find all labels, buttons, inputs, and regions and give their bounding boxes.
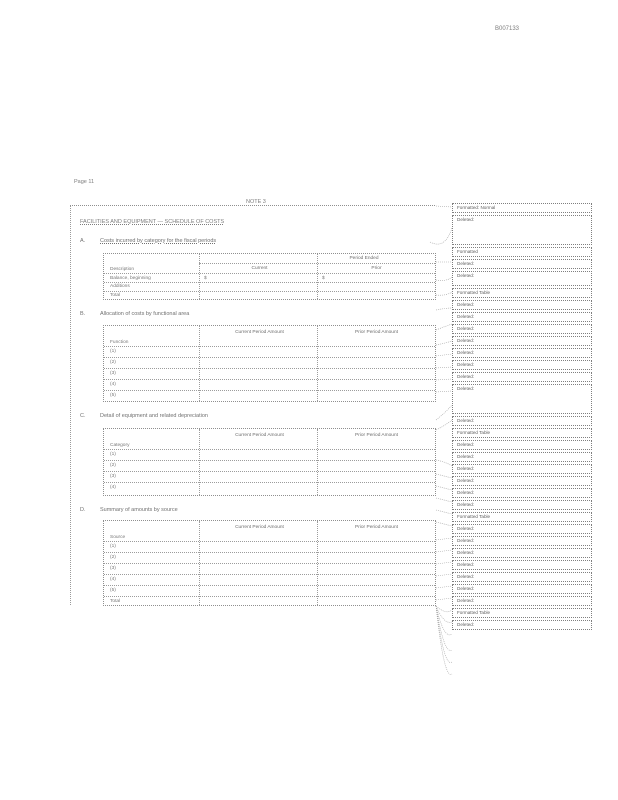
revision-balloon[interactable] <box>452 464 592 474</box>
revision-balloon-title: Deleted: <box>457 442 475 447</box>
revision-balloon-title: Deleted: <box>457 538 475 543</box>
revision-balloon[interactable] <box>452 300 592 310</box>
table-c-row-header: Category <box>110 443 130 448</box>
revision-balloon[interactable] <box>452 336 592 346</box>
table-row: (1) <box>110 452 116 457</box>
table-row: (2) <box>110 555 116 560</box>
table-row: (2) <box>110 360 116 365</box>
revision-balloon-title: Deleted: <box>457 586 475 591</box>
table-row: Balance, beginning <box>110 276 151 281</box>
revision-balloon[interactable] <box>452 584 592 594</box>
revision-balloon[interactable] <box>452 512 592 522</box>
revision-balloon-title: Deleted: <box>457 217 475 222</box>
table-b-row-header: Function <box>110 340 129 345</box>
table-row: (1) <box>110 544 116 549</box>
page-label: Page 11 <box>74 179 95 185</box>
revision-balloon-title: Deleted: <box>457 326 475 331</box>
revision-balloon-title: Formatted Table <box>457 610 491 615</box>
revision-balloon[interactable] <box>452 596 592 606</box>
note-heading: NOTE 3 <box>246 199 266 205</box>
revision-balloon-title: Deleted: <box>457 466 475 471</box>
revision-balloon-title: Deleted: <box>457 490 475 495</box>
table-b-col-2: Prior Period Amount <box>355 330 398 335</box>
revision-balloon-title: Formatted Table <box>457 514 491 519</box>
revision-balloon-title: Deleted: <box>457 598 475 603</box>
section-d-label: D. <box>80 507 86 513</box>
table-cell: $ <box>322 276 325 281</box>
revision-balloon-title: Deleted: <box>457 562 475 567</box>
revision-balloon-title: Deleted: <box>457 350 475 355</box>
table-row: (4) <box>110 485 116 490</box>
table-cell: $ <box>204 276 207 281</box>
revision-balloon[interactable] <box>452 488 592 498</box>
revision-balloon[interactable] <box>452 247 592 257</box>
table-a-col-2: Prior <box>371 266 382 271</box>
revision-balloon[interactable] <box>452 476 592 486</box>
table-row: Total <box>110 599 121 604</box>
revision-balloon[interactable] <box>452 440 592 450</box>
revision-balloon[interactable] <box>452 416 592 426</box>
table-row: (4) <box>110 577 116 582</box>
revision-balloon-title: Deleted: <box>457 362 475 367</box>
table-row: (1) <box>110 349 116 354</box>
revision-panel <box>452 203 592 685</box>
revision-balloon[interactable] <box>452 215 592 245</box>
section-b-label: B. <box>80 311 86 317</box>
table-d-col-1: Current Period Amount <box>235 525 284 530</box>
revision-balloon[interactable] <box>452 288 592 298</box>
revision-balloon-title: Deleted: <box>457 314 475 319</box>
table-row: Total <box>110 293 121 298</box>
revision-balloon[interactable] <box>452 524 592 534</box>
revision-balloon[interactable] <box>452 348 592 358</box>
revision-balloon-title: Deleted: <box>457 374 475 379</box>
table-row: (5) <box>110 588 116 593</box>
revision-balloon-title: Deleted: <box>457 273 475 278</box>
revision-balloon-title: Formatted: Normal <box>457 205 496 210</box>
revision-balloon-title: Deleted: <box>457 478 475 483</box>
revision-balloon[interactable] <box>452 259 592 269</box>
table-row: (2) <box>110 463 116 468</box>
table-d-row-header: Source <box>110 535 126 540</box>
section-c-title: Detail of equipment and related depreciation <box>100 413 208 419</box>
table-row: (3) <box>110 474 116 479</box>
revision-balloon-title: Deleted: <box>457 302 475 307</box>
table-a-col-1: Current <box>251 266 268 271</box>
section-b-title: Allocation of costs by functional area <box>100 311 190 317</box>
revision-balloon[interactable] <box>452 536 592 546</box>
revision-balloon[interactable] <box>452 324 592 334</box>
revision-balloon-title: Formatted Table <box>457 430 491 435</box>
revision-balloon[interactable] <box>452 384 592 414</box>
table-row: Additions <box>110 284 130 289</box>
table-c-col-2: Prior Period Amount <box>355 433 398 438</box>
section-d-title: Summary of amounts by source <box>100 507 178 513</box>
revision-balloon[interactable] <box>452 372 592 382</box>
revision-balloon[interactable] <box>452 560 592 570</box>
revision-balloon[interactable] <box>452 608 592 618</box>
revision-balloon-title: Deleted: <box>457 550 475 555</box>
revision-balloon-title: Deleted: <box>457 261 475 266</box>
table-row: (3) <box>110 371 116 376</box>
revision-balloon[interactable] <box>452 312 592 322</box>
document-id: B007133 <box>495 26 520 32</box>
revision-balloon-title: Deleted: <box>457 386 475 391</box>
table-d-col-2: Prior Period Amount <box>355 525 398 530</box>
section-c-label: C. <box>80 413 86 419</box>
revision-balloon[interactable] <box>452 428 592 438</box>
revision-balloon[interactable] <box>452 203 592 213</box>
revision-balloon-title: Formatted <box>457 249 478 254</box>
revision-balloon-title: Deleted: <box>457 526 475 531</box>
revision-balloon[interactable] <box>452 360 592 370</box>
revision-balloon-title: Deleted: <box>457 502 475 507</box>
note-title: FACILITIES AND EQUIPMENT — SCHEDULE OF COSTS <box>80 219 225 225</box>
table-a-group-header: Period Ended <box>349 256 379 261</box>
revision-balloon-title: Deleted: <box>457 418 475 423</box>
revision-balloon[interactable] <box>452 620 592 630</box>
table-row: (5) <box>110 393 116 398</box>
section-a-title: Costs incurred by category for the fiscal periods <box>100 238 217 244</box>
table-row: (3) <box>110 566 116 571</box>
section-a-label: A. <box>80 238 86 244</box>
revision-balloon-title: Deleted: <box>457 338 475 343</box>
table-a-row-header: Description <box>110 267 134 272</box>
table-row: (4) <box>110 382 116 387</box>
revision-balloon[interactable] <box>452 452 592 462</box>
revision-balloon[interactable] <box>452 572 592 582</box>
revision-balloon-title: Deleted: <box>457 574 475 579</box>
revision-balloon[interactable] <box>452 500 592 510</box>
revision-balloon-title: Formatted Table <box>457 290 491 295</box>
revision-balloon[interactable] <box>452 271 592 286</box>
revision-balloon-title: Deleted: <box>457 454 475 459</box>
revision-balloon-title: Deleted: <box>457 622 475 627</box>
table-c-col-1: Current Period Amount <box>235 433 284 438</box>
table-b-col-1: Current Period Amount <box>235 330 284 335</box>
revision-balloon[interactable] <box>452 548 592 558</box>
